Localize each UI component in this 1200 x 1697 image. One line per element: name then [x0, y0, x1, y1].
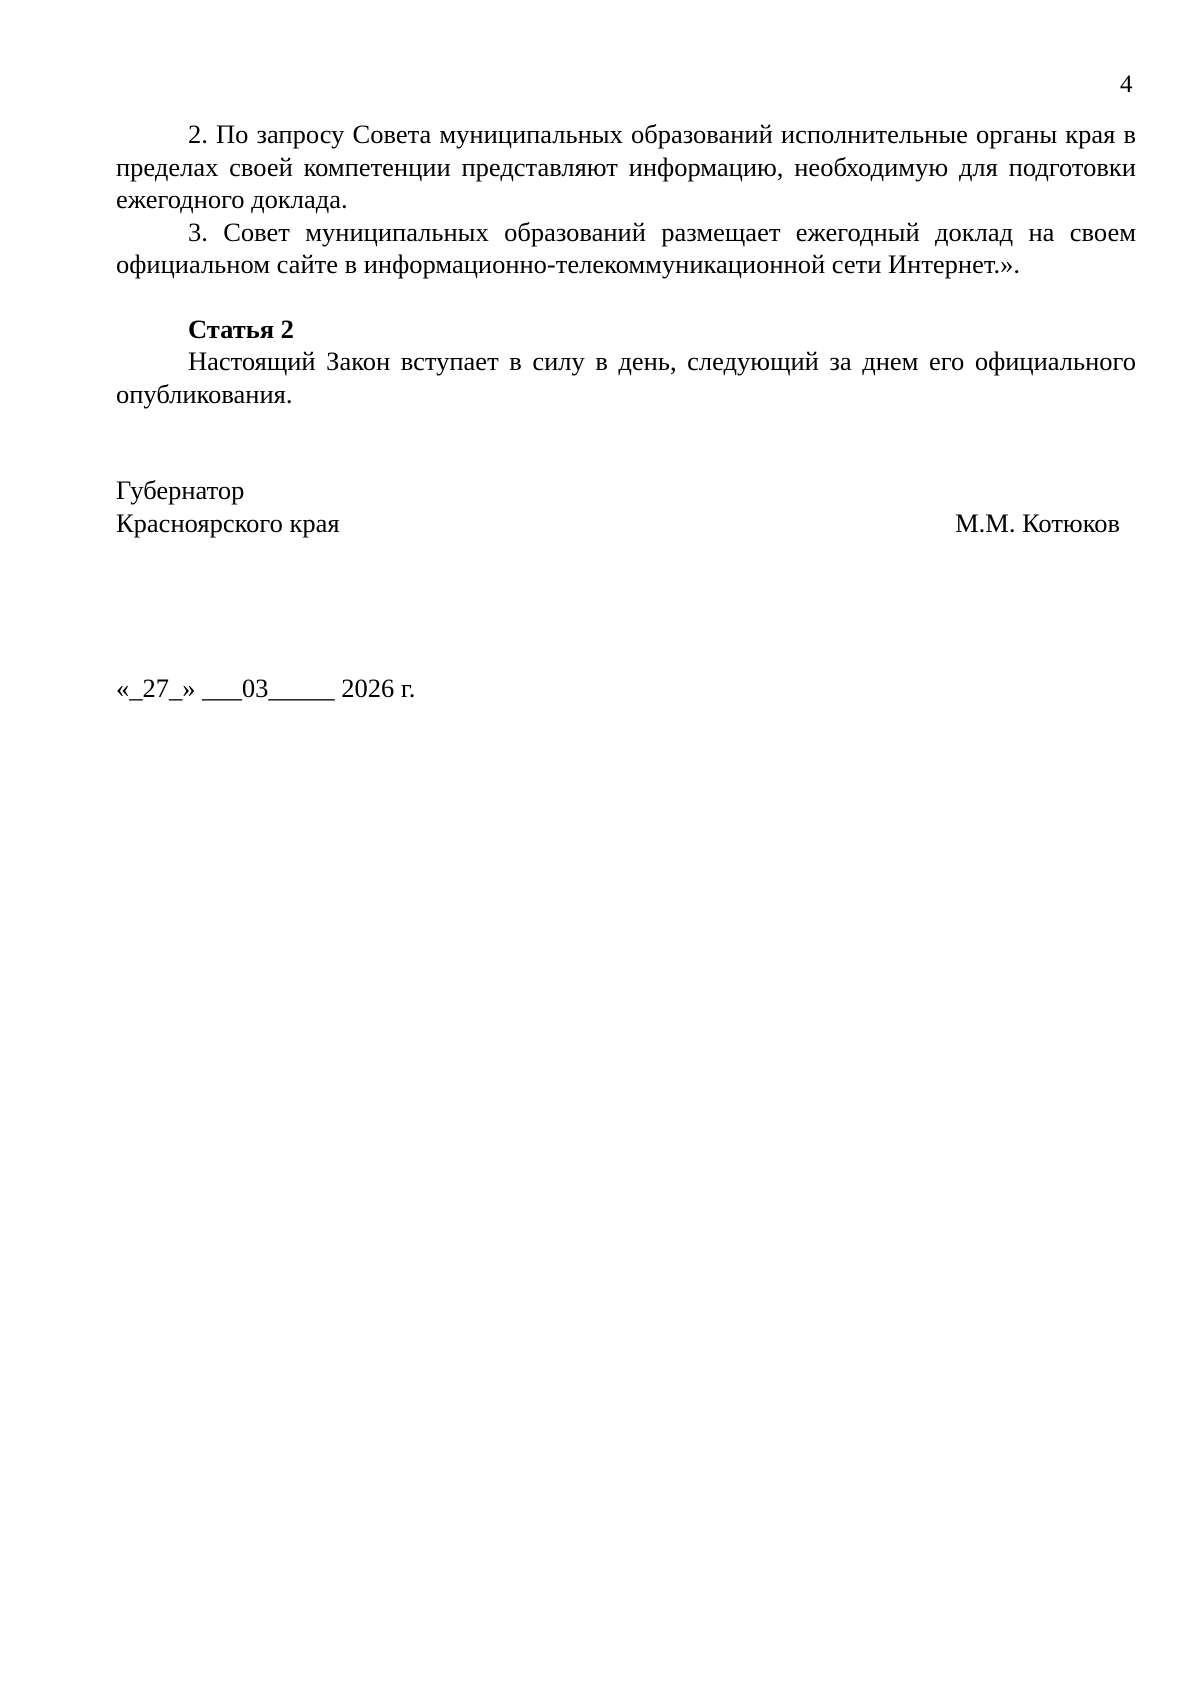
article-heading: Статья 2	[188, 313, 294, 344]
signature-position-line-2	[116, 507, 1120, 540]
article-text: Настоящий Закон вступает в силу в день, следующий за днем его официального опубликования.	[116, 346, 1136, 409]
paragraph-item-3: 3. Совет муниципальных образований размещает ежегодный доклад на своем официальном сайте в информационно-телекоммуникационной сети Интернет.».	[116, 216, 1136, 279]
signature-block	[116, 474, 1120, 539]
article-2	[116, 313, 1136, 411]
signature-position-line-1	[116, 474, 1120, 507]
document-date: «_27_» ___03_____ 2026 г.	[116, 673, 416, 703]
signature-position-region: Красноярского края	[116, 507, 340, 538]
signature-position-title: Губернатор	[116, 475, 245, 505]
page-number: 4	[1120, 71, 1133, 98]
paragraph-item-2: 2. По запросу Совета муниципальных образований исполнительные органы края в пределах своей компетенции представляют информацию, необходимую для подготовки ежегодного доклада.	[116, 119, 1136, 214]
document-body	[116, 118, 1136, 410]
signature-name: М.М. Котюков	[955, 507, 1120, 538]
